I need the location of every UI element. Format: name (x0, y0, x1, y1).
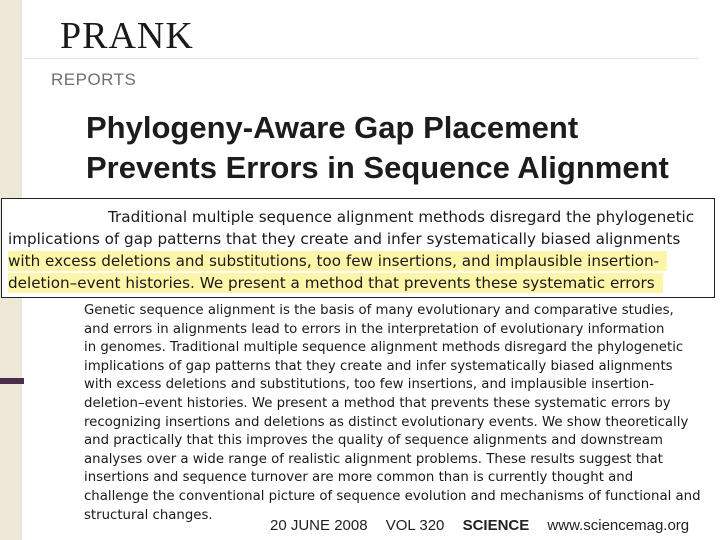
abstract-line: structural changes. (84, 507, 213, 523)
section-label: REPORTS (51, 70, 137, 89)
article-title-line: Phylogeny-Aware Gap Placement (86, 110, 579, 145)
abstract-line: recognizing insertions and deletions as distinct evolutionary events. We show theoretically (84, 414, 689, 430)
article-title (86, 108, 706, 188)
journal-footer (270, 517, 703, 534)
footer-journal: SCIENCE (462, 517, 530, 534)
slide-title: PRANK (60, 15, 194, 57)
article-abstract (84, 302, 701, 525)
abstract-line: implications of gap patterns that they create and infer systematically biased alignments (84, 358, 673, 374)
abstract-line: in genomes. Traditional multiple sequence alignment methods disregard the phylogenetic (84, 340, 684, 356)
footer-url: www.sciencemag.org (547, 517, 690, 534)
footer-date: 20 JUNE 2008 (270, 517, 368, 534)
abstract-line: analyses over a wide range of realistic alignment problems. These results suggest that (84, 451, 663, 467)
abstract-line: with excess deletions and substitutions, too few insertions, and implausible insertion- (84, 377, 655, 393)
abstract-line: deletion–event histories. We present a method that prevents these systematic errors by (84, 395, 671, 411)
footer-volume: VOL 320 (385, 517, 445, 534)
zoom-callout-box (1, 198, 715, 298)
callout-line: implications of gap patterns that they create and infer systematically biased alignments (8, 230, 681, 248)
abstract-line: and errors in alignments lead to errors in the interpretation of evolutionary information (84, 321, 665, 337)
callout-line: Traditional multiple sequence alignment methods disregard the phylogenetic (108, 208, 695, 226)
callout-line-highlighted: with excess deletions and substitutions, too few insertions, and implausible insertion- (8, 251, 667, 271)
abstract-line: insertions and sequence turnover are more common than is currently thought and (84, 470, 634, 486)
article-title-line: Prevents Errors in Sequence Alignment (86, 150, 669, 185)
abstract-line: Genetic sequence alignment is the basis of many evolutionary and comparative studies, (84, 303, 674, 318)
callout-line-highlighted: deletion–event histories. We present a method that prevents these systematic errors (8, 273, 663, 293)
abstract-line: challenge the conventional picture of sequence evolution and mechanisms of functional and (84, 488, 701, 504)
slide-accent-bar (0, 378, 26, 384)
abstract-line: and practically that this improves the quality of sequence alignments and downstream (84, 433, 663, 449)
